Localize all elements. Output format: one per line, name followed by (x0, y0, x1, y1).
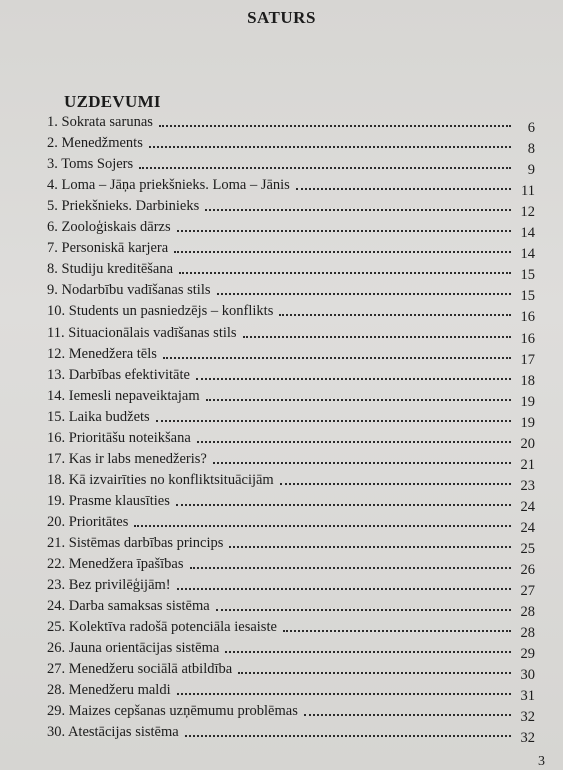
toc-entry (47, 510, 535, 536)
toc-entry (47, 110, 535, 137)
toc-entry (47, 447, 535, 473)
toc-entry-page-number: 19 (520, 393, 535, 410)
toc-entry (47, 131, 535, 158)
dot-leader (217, 293, 511, 295)
toc-entry-title: 3. Toms Sojers (47, 156, 134, 173)
toc-entry-page-number: 17 (520, 351, 535, 368)
dot-leader (238, 672, 511, 674)
toc-entry (47, 615, 535, 642)
toc-entry (47, 594, 535, 621)
toc-entry-page-number: 24 (520, 519, 535, 536)
toc-entry (47, 678, 535, 705)
toc-entry (47, 699, 535, 726)
dot-leader (177, 230, 511, 232)
toc-entry-title: 28. Menedžeru maldi (47, 682, 171, 699)
dot-leader (225, 651, 511, 653)
toc-entry-page-number: 6 (527, 120, 535, 137)
dot-leader (139, 167, 511, 169)
toc-entry-title: 30. Atestācijas sistēma (47, 724, 179, 741)
toc-entry-page-number: 32 (520, 730, 535, 747)
toc-entry-page-number: 23 (520, 477, 535, 494)
dot-leader (205, 209, 511, 211)
dot-leader (213, 462, 511, 464)
toc-entry-page-number: 14 (520, 246, 535, 263)
toc-entry-page-number: 8 (527, 141, 535, 158)
dot-leader (176, 504, 511, 506)
toc-entry-page-number: 20 (520, 435, 535, 452)
toc-entry-title: 20. Prioritātes (47, 513, 129, 530)
toc-entry-page-number: 30 (520, 667, 535, 684)
toc-entry-page-number: 11 (521, 183, 535, 200)
toc-entry (47, 468, 535, 494)
toc-entry (47, 320, 535, 347)
toc-entry (47, 342, 535, 368)
toc-entry (47, 531, 535, 557)
toc-entry-title: 24. Darba samaksas sistēma (47, 598, 210, 615)
toc-entry-title: 17. Kas ir labs menedžeris? (47, 450, 207, 467)
toc-entry-title: 23. Bez privilēģijām! (47, 577, 171, 594)
toc-entry-page-number: 12 (520, 204, 535, 221)
toc-entry-page-number: 31 (520, 688, 535, 705)
dot-leader (196, 378, 511, 380)
toc-entry-page-number: 32 (520, 709, 535, 726)
toc-entry-title: 27. Menedžeru sociālā atbildība (47, 661, 233, 678)
toc-entry (47, 215, 535, 242)
toc-entry (47, 194, 535, 221)
toc-entry-title: 13. Darbības efektivitāte (47, 366, 190, 383)
toc-entry (47, 257, 535, 284)
toc-entry-page-number: 15 (520, 288, 535, 305)
toc-entry-title: 1. Sokrata sarunas (47, 114, 153, 131)
toc-entry-page-number: 14 (520, 225, 535, 242)
dot-leader (185, 735, 511, 737)
toc-entry (47, 573, 535, 600)
toc-entry (47, 636, 535, 663)
toc-entry (47, 657, 535, 684)
toc-entry-page-number: 24 (520, 498, 535, 515)
dot-leader (177, 693, 511, 695)
toc-entry-page-number: 16 (520, 309, 535, 326)
toc-entry-title: 15. Laika budžets (47, 408, 150, 425)
toc-entry-page-number: 27 (520, 583, 535, 600)
toc-entry-page-number: 25 (520, 540, 535, 557)
toc-entry-page-number: 26 (520, 562, 535, 579)
toc-entry-title: 22. Menedžera īpašības (47, 556, 184, 573)
toc-entry (47, 152, 535, 179)
dot-leader (149, 146, 511, 148)
dot-leader (243, 336, 511, 338)
dot-leader (280, 483, 511, 485)
section-heading: UZDEVUMI (64, 92, 161, 111)
toc-entry (47, 426, 535, 452)
dot-leader (283, 630, 511, 632)
toc-entry-page-number: 28 (520, 625, 535, 642)
dot-leader (163, 357, 511, 359)
dot-leader (190, 567, 512, 569)
toc-entry (47, 720, 535, 747)
toc-entry (47, 236, 535, 263)
toc-entry (47, 363, 535, 389)
toc-entry-title: 2. Menedžments (47, 135, 143, 152)
toc-entry-page-number: 19 (520, 414, 535, 431)
toc-entry-page-number: 28 (520, 604, 535, 621)
dot-leader (174, 251, 511, 253)
toc-entry (47, 173, 535, 200)
toc-entry-title: 8. Studiju kreditēšana (47, 261, 174, 278)
toc-entry-title: 6. Zooloģiskais dārzs (47, 219, 171, 236)
toc-entry-title: 19. Prasme klausīties (47, 492, 170, 509)
toc-entry-page-number: 21 (520, 456, 535, 473)
toc-entry-title: 21. Sistēmas darbības princips (47, 534, 224, 551)
dot-leader (216, 609, 511, 611)
dot-leader (304, 714, 511, 716)
toc-entry (47, 299, 535, 326)
toc-entry-title: 18. Kā izvairīties no konfliktsituācijām (47, 471, 274, 488)
toc-entry (47, 278, 535, 305)
dot-leader (159, 125, 511, 127)
toc-entry-page-number: 16 (520, 330, 535, 347)
toc-entry-page-number: 9 (527, 162, 535, 179)
dot-leader (296, 188, 511, 190)
toc-entry-title: 25. Kolektīva radošā potenciāla iesaiste (47, 619, 277, 636)
dot-leader (177, 588, 511, 590)
table-of-contents (47, 110, 535, 747)
toc-entry-title: 7. Personiskā karjera (47, 240, 169, 257)
toc-entry-title: 29. Maizes cepšanas uzņēmumu problēmas (47, 703, 298, 720)
dot-leader (206, 399, 511, 401)
dot-leader (156, 420, 511, 422)
toc-entry-title: 4. Loma – Jāņa priekšnieks. Loma – Jānis (47, 177, 290, 194)
dot-leader (229, 546, 511, 548)
toc-entry-page-number: 29 (520, 646, 535, 663)
page-number: 3 (538, 754, 545, 769)
dot-leader (279, 314, 511, 316)
dot-leader (179, 272, 511, 274)
toc-entry-title: 14. Iemesli nepaveiktajam (47, 387, 200, 404)
toc-entry-page-number: 18 (520, 372, 535, 389)
toc-entry-title: 9. Nodarbību vadīšanas stils (47, 282, 211, 299)
toc-entry-title: 12. Menedžera tēls (47, 345, 157, 362)
toc-entry-title: 26. Jauna orientācijas sistēma (47, 640, 220, 657)
toc-entry-title: 10. Students un pasniedzējs – konflikts (47, 303, 274, 320)
dot-leader (134, 525, 511, 527)
toc-entry-title: 16. Prioritāšu noteikšana (47, 429, 191, 446)
toc-entry-page-number: 15 (520, 267, 535, 284)
toc-entry (47, 552, 535, 579)
page-title: SATURS (247, 8, 316, 27)
dot-leader (197, 441, 511, 443)
toc-entry (47, 405, 535, 431)
toc-entry-title: 5. Priekšnieks. Darbinieks (47, 198, 200, 215)
toc-entry-title: 11. Situacionālais vadīšanas stils (47, 324, 237, 341)
toc-entry (47, 384, 535, 410)
toc-entry (47, 489, 535, 515)
